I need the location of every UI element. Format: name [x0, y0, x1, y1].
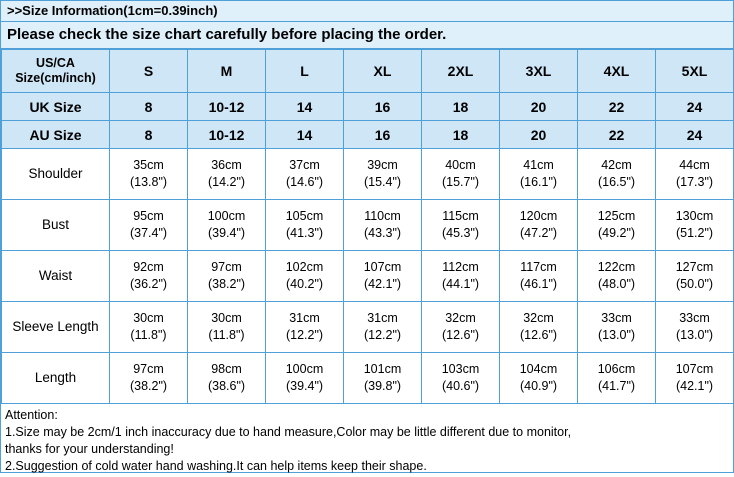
size-chart-subtitle: Please check the size chart carefully before placing the order.: [1, 22, 733, 49]
value-cm: 33cm: [679, 311, 710, 326]
bust-xl: [344, 200, 422, 251]
table-row-au-size: [2, 121, 734, 149]
value-cm: 120cm: [519, 209, 558, 224]
row-label-sleeve-length: Sleeve Length: [2, 302, 110, 353]
uk-size-l: 14: [266, 93, 344, 121]
value-inch: (46.1"): [519, 277, 558, 291]
uk-size-4xl: 22: [578, 93, 656, 121]
au-size-2xl: 18: [422, 121, 500, 149]
value-cm: 97cm: [211, 260, 242, 275]
shoulder-m: [188, 149, 266, 200]
bust-m: [188, 200, 266, 251]
table-row-uk-size: [2, 93, 734, 121]
value-cm: 30cm: [133, 311, 164, 326]
waist-s: [110, 251, 188, 302]
au-size-4xl: 22: [578, 121, 656, 149]
value-inch: (47.2"): [519, 226, 558, 240]
value-inch: (39.4"): [207, 226, 246, 240]
value-inch: (42.1"): [363, 277, 402, 291]
au-size-s: 8: [110, 121, 188, 149]
value-inch: (50.0"): [675, 277, 714, 291]
value-inch: (12.6"): [519, 328, 558, 342]
value-cm: 97cm: [133, 362, 164, 377]
value-inch: (36.2"): [129, 277, 168, 291]
value-inch: (51.2"): [675, 226, 714, 240]
sleeve-length-s: [110, 302, 188, 353]
waist-l: [266, 251, 344, 302]
value-cm: 110cm: [364, 209, 401, 224]
sleeve-length-4xl: [578, 302, 656, 353]
shoulder-xl: [344, 149, 422, 200]
value-cm: 115cm: [442, 209, 479, 224]
waist-5xl: [656, 251, 734, 302]
shoulder-2xl: [422, 149, 500, 200]
value-inch: (16.5"): [597, 175, 636, 189]
value-inch: (44.1"): [441, 277, 480, 291]
au-size-5xl: 24: [656, 121, 734, 149]
table-row-length: [2, 353, 734, 404]
value-cm: 107cm: [363, 260, 402, 275]
au-size-xl: 16: [344, 121, 422, 149]
shoulder-3xl: [500, 149, 578, 200]
table-row-sleeve-length: [2, 302, 734, 353]
value-inch: (42.1"): [675, 379, 714, 393]
value-cm: 32cm: [445, 311, 476, 326]
value-inch: (40.9"): [519, 379, 558, 393]
row-label-waist: Waist: [2, 251, 110, 302]
value-cm: 41cm: [523, 158, 554, 173]
uk-size-3xl: 20: [500, 93, 578, 121]
shoulder-5xl: [656, 149, 734, 200]
value-cm: 31cm: [367, 311, 398, 326]
value-inch: (48.0"): [597, 277, 636, 291]
waist-3xl: [500, 251, 578, 302]
corner-label: [2, 50, 110, 93]
value-inch: (45.3"): [441, 226, 480, 240]
value-cm: 122cm: [597, 260, 636, 275]
sleeve-length-5xl: [656, 302, 734, 353]
value-cm: 101cm: [363, 362, 402, 377]
shoulder-4xl: [578, 149, 656, 200]
length-3xl: [500, 353, 578, 404]
value-cm: 107cm: [675, 362, 714, 377]
value-cm: 127cm: [675, 260, 714, 275]
bust-4xl: [578, 200, 656, 251]
value-cm: 92cm: [133, 260, 164, 275]
value-inch: (41.3"): [285, 226, 324, 240]
au-size-l: 14: [266, 121, 344, 149]
attention-heading: Attention:: [5, 408, 58, 422]
value-cm: 31cm: [289, 311, 320, 326]
value-inch: (38.6"): [207, 379, 246, 393]
value-cm: 125cm: [597, 209, 636, 224]
value-cm: 98cm: [211, 362, 242, 377]
value-cm: 103cm: [441, 362, 480, 377]
uk-size-xl: 16: [344, 93, 422, 121]
row-label-au-size: AU Size: [2, 121, 110, 149]
bust-s: [110, 200, 188, 251]
value-cm: 102cm: [285, 260, 324, 275]
waist-xl: [344, 251, 422, 302]
value-inch: (38.2"): [129, 379, 168, 393]
value-inch: (49.2"): [597, 226, 636, 240]
value-cm: 42cm: [601, 158, 632, 173]
length-4xl: [578, 353, 656, 404]
uk-size-5xl: 24: [656, 93, 734, 121]
uk-size-2xl: 18: [422, 93, 500, 121]
column-header-l: L: [266, 50, 344, 93]
value-inch: (14.2"): [207, 175, 246, 189]
value-inch: (14.6"): [285, 175, 324, 189]
value-cm: 30cm: [211, 311, 242, 326]
bust-2xl: [422, 200, 500, 251]
shoulder-s: [110, 149, 188, 200]
length-2xl: [422, 353, 500, 404]
corner-label-line2: Size(cm/inch): [15, 71, 96, 85]
uk-size-s: 8: [110, 93, 188, 121]
bust-5xl: [656, 200, 734, 251]
row-label-length: Length: [2, 353, 110, 404]
corner-label-line1: US/CA: [36, 56, 75, 70]
value-inch: (43.3"): [363, 226, 402, 240]
value-cm: 112cm: [442, 260, 479, 275]
attention-notes: [1, 404, 733, 477]
bust-l: [266, 200, 344, 251]
sleeve-length-m: [188, 302, 266, 353]
waist-2xl: [422, 251, 500, 302]
attention-note-1-cont: thanks for your understanding!: [5, 441, 174, 456]
length-xl: [344, 353, 422, 404]
value-cm: 40cm: [445, 158, 476, 173]
value-cm: 37cm: [289, 158, 320, 173]
value-cm: 100cm: [207, 209, 246, 224]
value-cm: 100cm: [285, 362, 324, 377]
au-size-3xl: 20: [500, 121, 578, 149]
value-inch: (13.0"): [675, 328, 714, 342]
value-inch: (11.8"): [130, 328, 167, 342]
value-inch: (37.4"): [129, 226, 168, 240]
value-cm: 104cm: [519, 362, 558, 377]
value-inch: (16.1"): [519, 175, 558, 189]
value-inch: (13.0"): [597, 328, 636, 342]
column-header-5xl: 5XL: [656, 50, 734, 93]
value-cm: 39cm: [367, 158, 398, 173]
value-cm: 130cm: [675, 209, 714, 224]
value-inch: (39.4"): [285, 379, 324, 393]
value-inch: (38.2"): [207, 277, 246, 291]
attention-note-2: 2.Suggestion of cold water hand washing.It can help items keep their shape.: [5, 458, 427, 473]
sleeve-length-l: [266, 302, 344, 353]
column-header-m: M: [188, 50, 266, 93]
sleeve-length-xl: [344, 302, 422, 353]
shoulder-l: [266, 149, 344, 200]
value-cm: 117cm: [520, 260, 557, 275]
value-cm: 32cm: [523, 311, 554, 326]
bust-3xl: [500, 200, 578, 251]
value-inch: (39.8"): [363, 379, 402, 393]
table-row-shoulder: [2, 149, 734, 200]
attention-note-1: 1.Size may be 2cm/1 inch inaccuracy due to hand measure,Color may be little different due to monitor,: [5, 424, 572, 439]
length-m: [188, 353, 266, 404]
value-cm: 105cm: [285, 209, 324, 224]
value-cm: 95cm: [133, 209, 164, 224]
sleeve-length-3xl: [500, 302, 578, 353]
column-header-4xl: 4XL: [578, 50, 656, 93]
value-inch: (40.6"): [441, 379, 480, 393]
value-inch: (11.8"): [208, 328, 245, 342]
column-header-2xl: 2XL: [422, 50, 500, 93]
sleeve-length-2xl: [422, 302, 500, 353]
table-header-row: [2, 50, 734, 93]
value-cm: 44cm: [679, 158, 710, 173]
length-s: [110, 353, 188, 404]
value-cm: 35cm: [133, 158, 164, 173]
value-cm: 36cm: [211, 158, 242, 173]
value-inch: (15.7"): [441, 175, 480, 189]
au-size-m: 10-12: [188, 121, 266, 149]
column-header-xl: XL: [344, 50, 422, 93]
uk-size-m: 10-12: [188, 93, 266, 121]
value-inch: (41.7"): [597, 379, 636, 393]
column-header-3xl: 3XL: [500, 50, 578, 93]
length-5xl: [656, 353, 734, 404]
value-inch: (15.4"): [363, 175, 402, 189]
value-inch: (13.8"): [129, 175, 168, 189]
value-inch: (12.2"): [285, 328, 324, 342]
waist-4xl: [578, 251, 656, 302]
value-inch: (12.2"): [363, 328, 402, 342]
value-cm: 33cm: [601, 311, 632, 326]
size-chart-table: [1, 49, 734, 404]
length-l: [266, 353, 344, 404]
size-information-header: >>Size Information(1cm=0.39inch): [1, 1, 733, 22]
value-inch: (40.2"): [285, 277, 324, 291]
row-label-shoulder: Shoulder: [2, 149, 110, 200]
waist-m: [188, 251, 266, 302]
value-inch: (12.6"): [441, 328, 480, 342]
column-header-s: S: [110, 50, 188, 93]
value-cm: 106cm: [597, 362, 636, 377]
table-row-bust: [2, 200, 734, 251]
row-label-bust: Bust: [2, 200, 110, 251]
table-row-waist: [2, 251, 734, 302]
value-inch: (17.3"): [675, 175, 714, 189]
row-label-uk-size: UK Size: [2, 93, 110, 121]
